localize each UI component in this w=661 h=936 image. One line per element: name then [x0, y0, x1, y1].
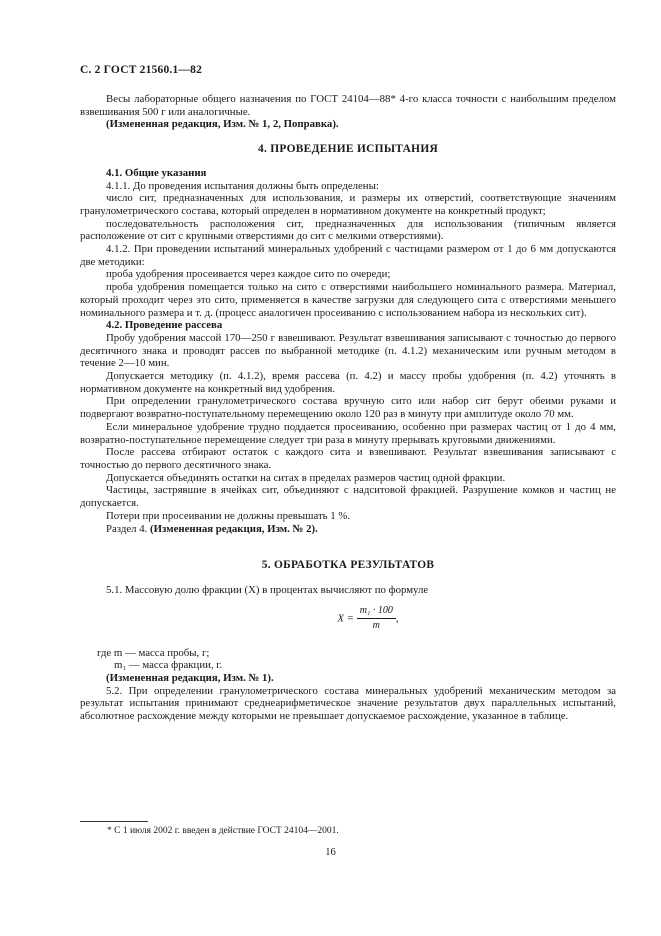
paragraph-4-1-2-a: проба удобрения просеивается через каждое сито по очереди; [106, 268, 391, 281]
where-m: где m — масса пробы, г; [97, 646, 210, 659]
paragraph-5-2: 5.2. При определении гранулометрического состава минеральных удобрений механическим методом за результат испытания принимают среднеарифметическое значение результатов двух параллельных испытаний, абсолютное расхождение между которыми не превышает допускаемое расхождение, указанное в таблице. [80, 684, 616, 723]
formula-numerator: m₁ · 100 [357, 605, 396, 620]
subsection-4-1-title: 4.1. Общие указания [106, 166, 207, 179]
page-header: С. 2 ГОСТ 21560.1—82 [80, 64, 203, 76]
paragraph-4-2-h: Потери при просеивании не должны превышать 1 %. [106, 509, 351, 522]
paragraph-4-1-2: 4.1.2. При проведении испытаний минеральных удобрений с частицами размером от 1 до 6 мм допускаются две методики: [80, 243, 616, 268]
subsection-4-2-title: 4.2. Проведение рассева [106, 319, 223, 332]
edition-note-5: (Измененная редакция, Изм. № 1). [106, 672, 274, 685]
section-4-edition-line [80, 523, 616, 536]
paragraph-4-2-f: Допускается объединять остатки на ситах в пределах размеров частиц одной фракции. [106, 471, 506, 484]
where-m1: m₁ — масса фракции, г. [114, 659, 223, 672]
section-4-edition-note: (Измененная редакция, Изм. № 2). [150, 522, 318, 535]
paragraph-4-2-g: Частицы, застрявшие в ячейках сит, объединяют с надситовой фракцией. Разрушение комков и частиц не допускается. [80, 484, 616, 510]
footnote-divider [80, 821, 148, 822]
paragraph-4-2-c: При определении гранулометрического состава вручную сито или набор сит берут обеими руками и подвергают возвратно-поступательному перемещению около 120 раз в минуту при амплитуде около 70 мм. [80, 395, 616, 421]
paragraph-4-2-b: Допускается методику (п. 4.1.2), время рассева (п. 4.2) и массу пробы удобрения (п. 4.2) уточнять в нормативном документе на конкретный вид удобрения. [80, 370, 616, 395]
formula-denominator: m [372, 620, 380, 632]
paragraph-4-1-1: 4.1.1. До проведения испытания должны быть определены: [106, 179, 379, 192]
section-4-title: 4. ПРОВЕДЕНИЕ ИСПЫТАНИЯ [257, 143, 439, 156]
formula-comma: , [395, 612, 399, 625]
document-body [80, 93, 616, 723]
footnote: * С 1 июля 2002 г. введен в действие ГОСТ 24104—2001. [107, 826, 339, 836]
paragraph-4-1-1-a: число сит, предназначенных для использования, и размеры их отверстий, соответствующие значениям гранулометрического состава, который определен в нормативном документе на конкретный продукт; [80, 192, 616, 217]
paragraph-4-1-1-b: последовательность расположения сит, предназначенных для использования (типичным является расположение от сит с крупными отверстиями до сит с мелкими отверстиями). [80, 217, 616, 243]
formula [120, 605, 616, 639]
paragraph-4-2-e: После рассева отбирают остаток с каждого сита и взвешивают. Результат взвешивания записывают с точностью до первого десятичного знака. [80, 446, 616, 471]
paragraph-4-2-d: Если минеральное удобрение трудно поддается просеиванию, особенно при размерах частиц от 1 до 4 мм, возвратно-поступательное перемещение следует три раза в минуту прерывать круговыми движениями. [80, 420, 616, 446]
formula-fraction [357, 605, 396, 633]
page-number: 16 [325, 847, 336, 858]
paragraph-scales: Весы лабораторные общего назначения по ГОСТ 24104—88* 4-го класса точности с наибольшим пределом взвешивания 500 г или аналогичные. [80, 93, 616, 118]
paragraph-4-1-2-b: проба удобрения помещается только на сито с отверстиями наибольшего номинального размера. Материал, который проходит через это сито, применяется в качестве загрузки для следующего сита с отверстиями меньшего номинального размера и т. д. (процесс аналогичен просеиванию с использованием набора из нескольких сит). [80, 281, 616, 319]
paragraph-4-2-a: Пробу удобрения массой 170—250 г взвешивают. Результат взвешивания записывают с точностью до первого десятичного знака и проводят рассев по выбранной методике (п. 4.1.2) механическим или ручным методом в течение 2—10 мин. [80, 331, 616, 370]
section-4-ref: Раздел 4. [106, 522, 148, 535]
edition-note: (Измененная редакция, Изм. № 1, 2, Поправка). [106, 118, 339, 131]
section-5-title: 5. ОБРАБОТКА РЕЗУЛЬТАТОВ [261, 559, 435, 572]
formula-lhs: X = [337, 612, 354, 625]
paragraph-5-1: 5.1. Массовую долю фракции (X) в процентах вычисляют по формуле [106, 583, 429, 596]
